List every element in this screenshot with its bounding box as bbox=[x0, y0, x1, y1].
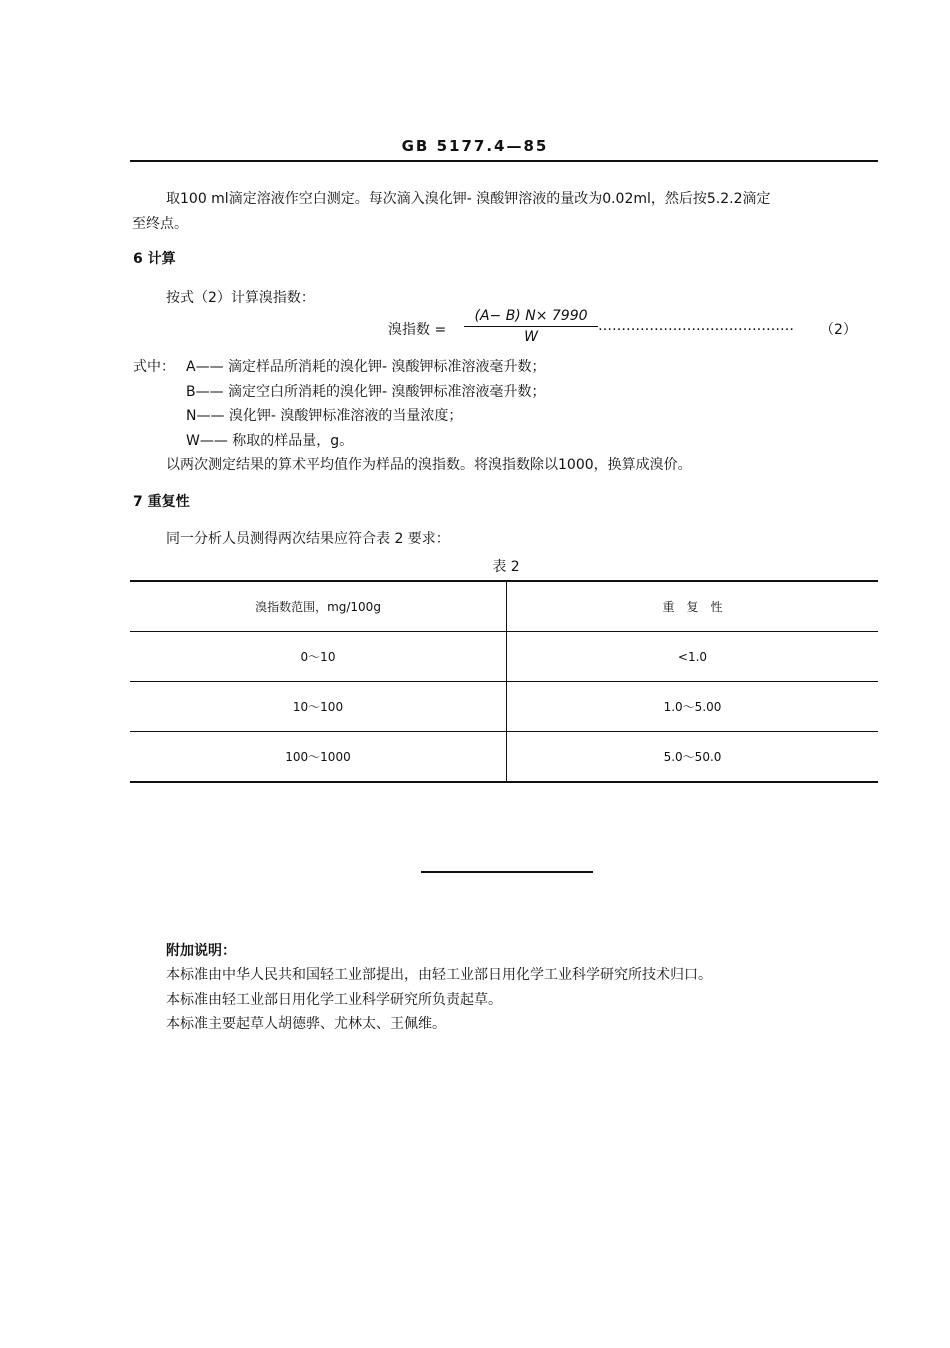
paragraph-line: 至终点。 bbox=[132, 216, 188, 232]
table-cell-range: 0～10 bbox=[130, 632, 507, 682]
table-cell-range: 100～1000 bbox=[130, 732, 507, 783]
formula-numerator: (A− B) N× 7990 bbox=[474, 308, 588, 324]
where-label: 式中： bbox=[133, 359, 175, 375]
definition-a: A—— 滴定样品所消耗的溴化钾- 溴酸钾标准溶液毫升数； bbox=[186, 359, 546, 375]
section-6-title: 6 计算 bbox=[133, 251, 176, 267]
table-row bbox=[130, 632, 878, 682]
repeatability-table bbox=[130, 580, 878, 783]
definition-w: W—— 称取的样品量，g。 bbox=[186, 433, 354, 449]
section-7-intro: 同一分析人员测得两次结果应符合表 2 要求： bbox=[166, 531, 450, 547]
formula-leader-dots: …………………………………… bbox=[598, 318, 794, 334]
section-6-intro: 按式（2）计算溴指数： bbox=[166, 290, 315, 306]
formula-fraction bbox=[464, 308, 598, 345]
table-cell-repeatability: <1.0 bbox=[507, 632, 879, 682]
table-header-row bbox=[130, 581, 878, 632]
table-cell-repeatability: 5.0～50.0 bbox=[507, 732, 879, 783]
definition-b: B—— 滴定空白所消耗的溴化钾- 溴酸钾标准溶液毫升数； bbox=[186, 384, 546, 400]
column-header-repeatability: 重 复 性 bbox=[507, 581, 879, 632]
definition-n: N—— 溴化钾- 溴酸钾标准溶液的当量浓度； bbox=[186, 408, 463, 424]
result-text: 以两次测定结果的算术平均值作为样品的溴指数。将溴指数除以1000，换算成溴价。 bbox=[166, 457, 692, 473]
end-rule bbox=[421, 871, 593, 873]
table-cell-range: 10～100 bbox=[130, 682, 507, 732]
paragraph-line: 取100 ml滴定溶液作空白测定。每次滴入溴化钾- 溴酸钾溶液的量改为0.02ml，然后按5.2.2滴定 bbox=[166, 191, 771, 207]
table-row bbox=[130, 732, 878, 783]
notes-title: 附加说明： bbox=[166, 943, 236, 959]
formula-lhs: 溴指数 = bbox=[388, 322, 447, 338]
table-caption: 表 2 bbox=[492, 559, 520, 575]
column-header-range: 溴指数范围，mg/100g bbox=[130, 581, 507, 632]
fraction-bar bbox=[464, 326, 598, 327]
notes-line: 本标准由中华人民共和国轻工业部提出，由轻工业部日用化学工业科学研究所技术归口。 bbox=[166, 967, 712, 983]
header-rule bbox=[130, 160, 878, 162]
section-7-title: 7 重复性 bbox=[133, 494, 190, 510]
table-row bbox=[130, 682, 878, 732]
notes-line: 本标准由轻工业部日用化学工业科学研究所负责起草。 bbox=[166, 992, 502, 1008]
table-cell-repeatability: 1.0～5.00 bbox=[507, 682, 879, 732]
equation-number: （2） bbox=[820, 322, 857, 338]
formula-denominator: W bbox=[524, 329, 538, 345]
notes-line: 本标准主要起草人胡德骅、尤林太、王佩维。 bbox=[166, 1016, 446, 1032]
standard-number-header: GB 5177.4—85 bbox=[401, 137, 549, 155]
